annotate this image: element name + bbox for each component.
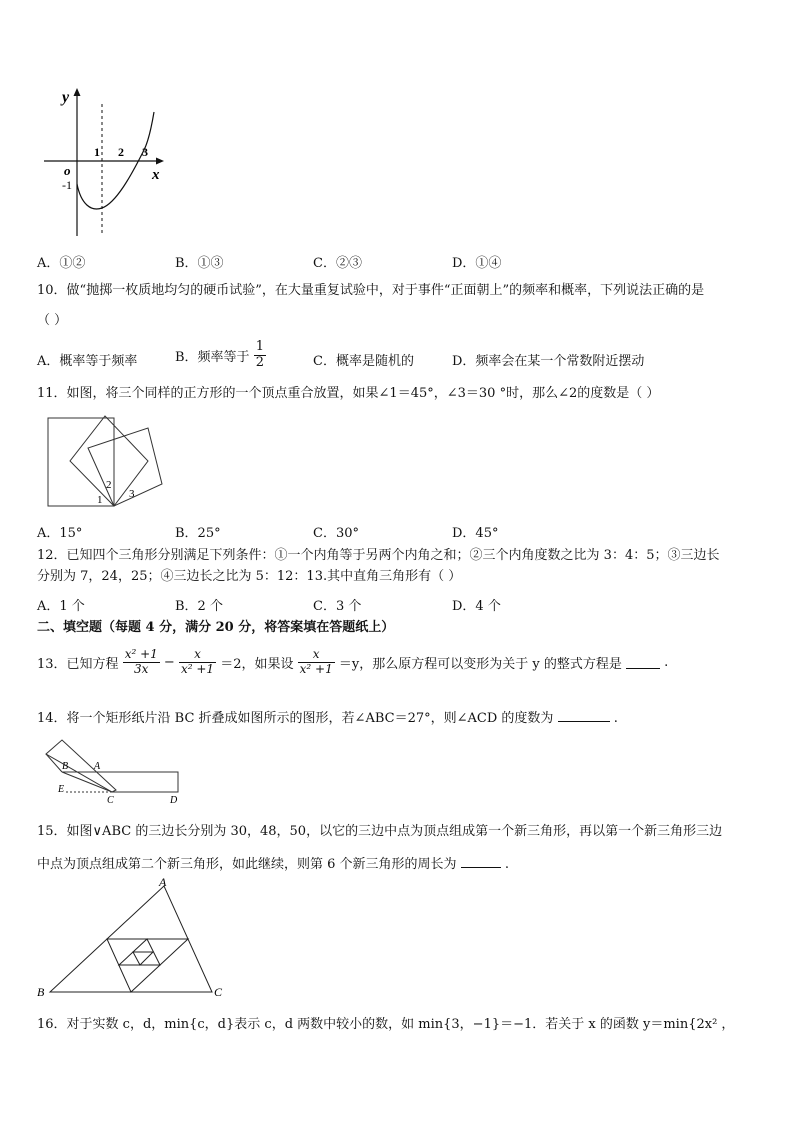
label-d: D [170, 795, 178, 806]
q12-option-a[interactable]: A．1 个 [37, 599, 85, 614]
origin-label: o [64, 163, 71, 178]
q11-option-a[interactable]: A．15° [37, 526, 83, 541]
q15-text-line1: 15．如图∨ABC 的三边长分别为 30，48，50，以它的三边中点为顶点组成第一个新三角形，再以第一个新三角形三边 [37, 824, 723, 839]
q14-end: . [613, 711, 618, 726]
q13-pre: 13．已知方程 [37, 656, 119, 672]
tick-2-label: 2 [118, 145, 124, 159]
q10-option-c[interactable]: C．概率是随机的 [313, 354, 414, 369]
q15-end: . [504, 857, 509, 872]
label-e: E [58, 784, 65, 795]
label-a: A [159, 876, 167, 889]
rectangle-strip [88, 772, 178, 792]
q13-minus: − [163, 654, 175, 670]
x-label: x [152, 167, 160, 183]
q9-option-b[interactable]: B．①③ [175, 256, 224, 271]
q14-answer-blank[interactable] [558, 709, 610, 722]
q9-option-a[interactable]: A．①② [37, 256, 86, 271]
q10-option-b-fraction: $\frac{1}{2}$ [255, 339, 264, 370]
q11-text: 11．如图，将三个同样的正方形的一个顶点重合放置，如果∠1＝45°，∠3＝30 °时，那么∠2的度数是（ ） [37, 386, 660, 401]
q14-text: 14．将一个矩形纸片沿 BC 折叠成如图所示的图形，若∠ABC＝27°，则∠ACD 的度数为 [37, 711, 554, 726]
minus-one-label: -1 [62, 178, 72, 192]
fold-edge-b-to-c [62, 772, 112, 792]
section-2-heading: 二、填空题（每题 4 分，满分 20 分，将答案填在答题纸上） [37, 620, 395, 635]
q10-option-b-text: B．频率等于 [175, 349, 250, 365]
medial-triangle-3 [133, 952, 153, 965]
y-axis-arrow [74, 88, 81, 96]
y-label: y [62, 89, 70, 106]
fold-edge-bc [46, 754, 62, 772]
q11-option-d[interactable]: D．45° [452, 526, 499, 541]
q12-option-b[interactable]: B．2 个 [175, 599, 223, 614]
q13-fraction-1: $\frac{\text{x² +1}}{3x}$ [124, 647, 158, 676]
q14-line [37, 709, 618, 725]
q12-text-line1: 12．已知四个三角形分别满足下列条件：①一个内角等于另两个内角之和；②三个内角度数之比为 3：4：5；③三边长 [37, 548, 720, 563]
q13-fraction-3: $\frac{x}{\text{x² +1}}$ [299, 647, 333, 676]
q16-text: 16．对于实数 c，d，min{c，d}表示 c，d 两数中较小的数，如 min{3，−1}＝−1．若关于 x 的函数 y＝min{2x² ， [37, 1017, 735, 1032]
tick-1-label: 1 [94, 145, 100, 159]
q12-text-line2: 分别为 7，24，25；④三边长之比为 5：12：13.其中直角三角形有（ ） [37, 569, 462, 584]
q13-line [37, 648, 668, 677]
q9-parabola-figure [36, 84, 176, 240]
label-b: B [62, 761, 69, 772]
q9-option-c[interactable]: C．②③ [313, 256, 362, 271]
q15-text-line2: 中点为顶点组成第二个新三角形，如此继续，则第 6 个新三角形的周长为 [37, 857, 457, 872]
q13-answer-blank[interactable] [626, 656, 660, 669]
angle-1-label: 1 [97, 494, 103, 506]
q13-eq: ＝2，如果设 [220, 656, 294, 672]
label-a: A [94, 761, 101, 772]
x-axis-arrow [156, 158, 164, 165]
q10-option-b[interactable] [175, 340, 266, 371]
label-c: C [107, 795, 114, 806]
label-c: C [214, 985, 223, 999]
q12-option-c[interactable]: C．3 个 [313, 599, 362, 614]
q15-answer-blank[interactable] [461, 855, 501, 868]
square-1 [48, 418, 114, 506]
q11-option-b[interactable]: B．25° [175, 526, 221, 541]
q10-option-d[interactable]: D．频率会在某一个常数附近摆动 [452, 354, 645, 369]
q13-end: . [664, 654, 669, 670]
tick-3-label: 3 [142, 145, 148, 159]
q13-fraction-2: $\frac{x}{\text{x² +1}}$ [180, 647, 215, 676]
q10-option-a[interactable]: A．概率等于频率 [37, 354, 138, 369]
q15-triangle-figure [34, 876, 234, 1000]
q10-text-line1: 10．做“抛掷一枚质地均匀的硬币试验”，在大量重复试验中，对于事件“正面朝上”的频率和概率，下列说法正确的是 [37, 283, 705, 298]
label-b: B [37, 985, 45, 999]
angle-2-label: 2 [106, 479, 112, 491]
q11-option-c[interactable]: C．30° [313, 526, 359, 541]
q15-line2 [37, 855, 509, 871]
q9-option-d[interactable]: D．①④ [452, 256, 502, 271]
angle-3-label: 3 [129, 488, 135, 500]
q11-squares-figure [44, 412, 174, 512]
q10-text-line2: （ ） [37, 313, 68, 328]
q14-fold-figure [44, 736, 184, 806]
square-2 [70, 416, 148, 506]
q13-post: ＝y，那么原方程可以变形为关于 y 的整式方程是 [338, 656, 622, 672]
q12-option-d[interactable]: D．4 个 [452, 599, 501, 614]
